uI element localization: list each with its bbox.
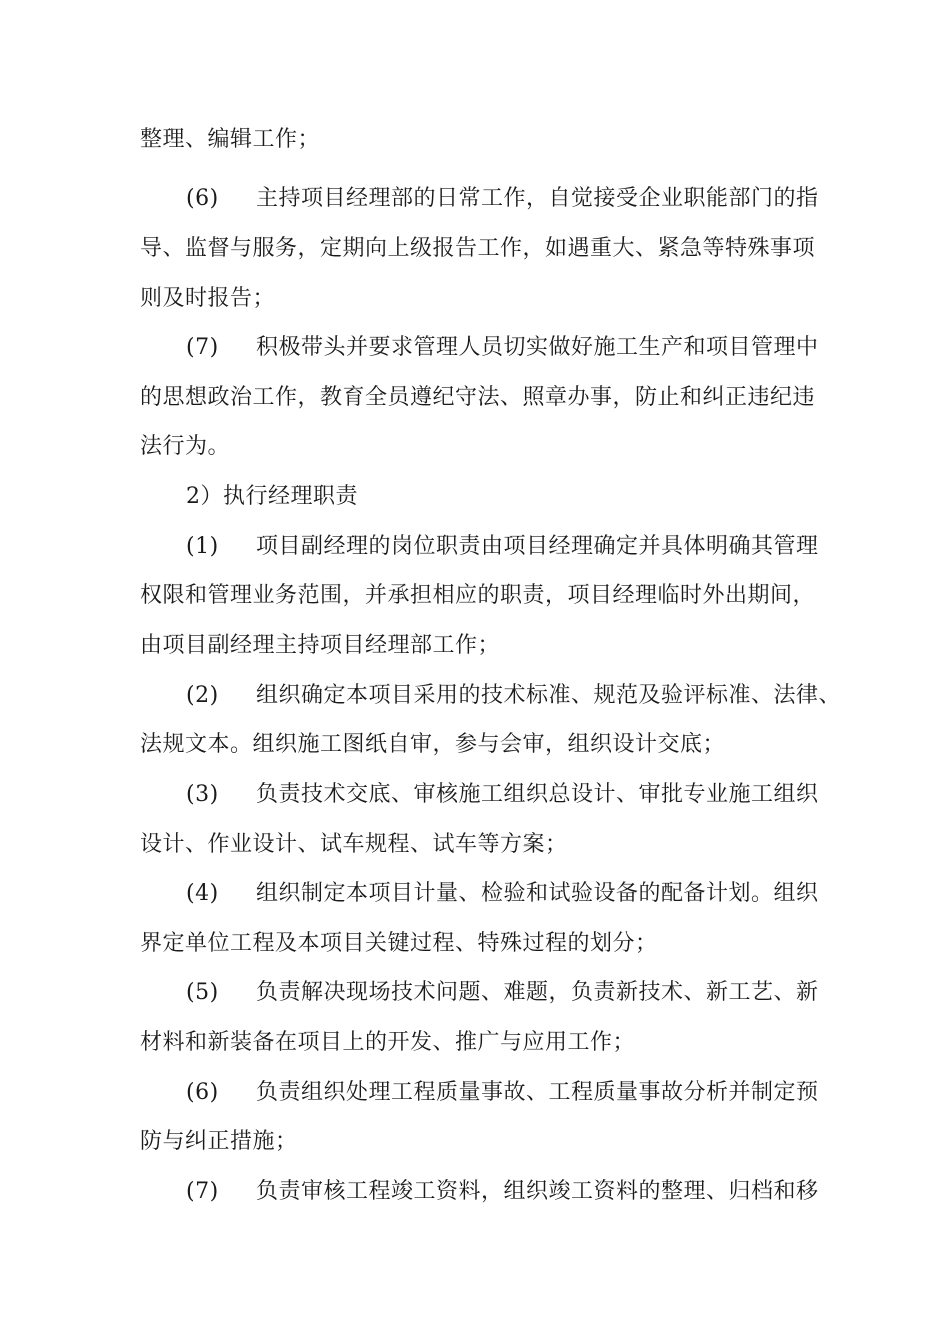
item-text: 负责审核工程竣工资料，组织竣工资料的整理、归档和移 xyxy=(256,1179,819,1204)
item-text: 主持项目经理部的日常工作，自觉接受企业职能部门的指 xyxy=(256,186,819,211)
text-line: 法行为。 xyxy=(140,434,231,459)
text-line: 权限和管理业务范围，并承担相应的职责，项目经理临时外出期间， xyxy=(140,583,816,608)
item-number: (5) xyxy=(186,980,219,1005)
text-line: 材料和新装备在项目上的开发、推广与应用工作； xyxy=(140,1030,636,1055)
text-line: 防与纠正措施； xyxy=(140,1129,298,1154)
text-line: 法规文本。组织施工图纸自审，参与会审，组织设计交底； xyxy=(140,732,726,757)
item-text: 负责技术交底、审核施工组织总设计、审批专业施工组织 xyxy=(256,782,819,807)
text-line: 设计、作业设计、试车规程、试车等方案； xyxy=(140,832,568,857)
list-item-line xyxy=(186,1078,819,1108)
list-item-line xyxy=(186,532,819,562)
item-number: (6) xyxy=(186,1080,219,1105)
list-item-line xyxy=(186,1177,819,1207)
list-item-line xyxy=(186,333,819,363)
text-line: 则及时报告； xyxy=(140,286,276,311)
item-number: (7) xyxy=(186,1179,219,1204)
item-text: 组织确定本项目采用的技术标准、规范及验评标准、法律、 xyxy=(256,683,842,708)
item-number: (2) xyxy=(186,683,219,708)
section-heading: 2）执行经理职责 xyxy=(186,484,358,509)
list-item-line xyxy=(186,681,841,711)
list-item-line xyxy=(186,879,819,909)
item-number: (4) xyxy=(186,881,219,906)
text-line: 导、监督与服务，定期向上级报告工作，如遇重大、紧急等特殊事项 xyxy=(140,236,816,261)
text-line: 整理、编辑工作； xyxy=(140,127,321,152)
item-number: (1) xyxy=(186,534,219,559)
text-line: 由项目副经理主持项目经理部工作； xyxy=(140,633,501,658)
text-line: 的思想政治工作，教育全员遵纪守法、照章办事，防止和纠正违纪违 xyxy=(140,385,816,410)
item-text: 组织制定本项目计量、检验和试验设备的配备计划。组织 xyxy=(256,881,819,906)
list-item-line xyxy=(186,780,819,810)
list-item-line xyxy=(186,184,819,214)
item-number: (7) xyxy=(186,335,219,360)
item-text: 项目副经理的岗位职责由项目经理确定并具体明确其管理 xyxy=(256,534,819,559)
item-text: 积极带头并要求管理人员切实做好施工生产和项目管理中 xyxy=(256,335,819,360)
list-item-line xyxy=(186,978,819,1008)
text-line: 界定单位工程及本项目关键过程、特殊过程的划分； xyxy=(140,931,658,956)
item-number: (3) xyxy=(186,782,219,807)
item-text: 负责解决现场技术问题、难题，负责新技术、新工艺、新 xyxy=(256,980,819,1005)
item-number: (6) xyxy=(186,186,219,211)
item-text: 负责组织处理工程质量事故、工程质量事故分析并制定预 xyxy=(256,1080,819,1105)
